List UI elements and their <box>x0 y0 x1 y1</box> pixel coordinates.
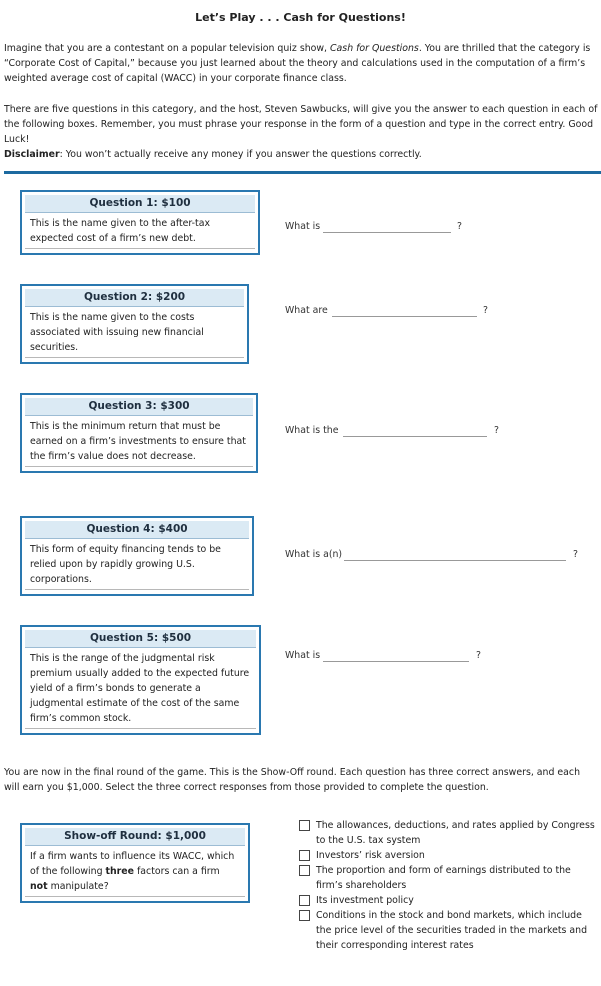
page-title: Let’s Play . . . Cash for Questions! <box>195 11 406 24</box>
question-text: This is the name given to the after-tax expected cost of a firm’s new debt. <box>25 213 255 249</box>
question-header: Question 1: $100 <box>25 195 255 213</box>
option-checkbox-4[interactable] <box>298 893 598 908</box>
answer-input-5[interactable] <box>323 661 469 662</box>
question-header: Question 5: $500 <box>25 630 256 648</box>
question-card-3 <box>20 393 258 473</box>
question-mark: ? <box>573 549 578 560</box>
question-card-2 <box>20 284 249 364</box>
section-divider <box>4 171 601 174</box>
answer-input-4[interactable] <box>344 560 566 561</box>
question-text: If a firm wants to influence its WACC, which of the following three factors can a firm not manipulate? <box>25 846 245 897</box>
question-text: This is the minimum return that must be earned on a firm’s investments to ensure that the firm’s value does not decrease. <box>25 416 253 467</box>
checkbox[interactable] <box>299 895 310 906</box>
answer-prompt: What is <box>285 650 321 661</box>
option-label: The proportion and form of earnings distributed to the firm’s shareholders <box>316 865 571 891</box>
answer-prompt: What is <box>285 221 321 232</box>
option-checkbox-1[interactable] <box>298 818 598 848</box>
option-checkbox-2[interactable] <box>298 848 598 863</box>
checkbox[interactable] <box>299 865 310 876</box>
option-label: The allowances, deductions, and rates applied by Congress to the U.S. tax system <box>316 820 595 846</box>
show-name: Cash for Questions <box>330 43 419 54</box>
checkbox[interactable] <box>299 820 310 831</box>
question-text: This form of equity financing tends to be relied upon by rapidly growing U.S. corporations. <box>25 539 249 590</box>
question-header: Question 4: $400 <box>25 521 249 539</box>
question-header: Question 3: $300 <box>25 398 253 416</box>
answer-input-2[interactable] <box>332 316 477 317</box>
disclaimer-label: Disclaimer <box>4 149 60 160</box>
question-card-5 <box>20 625 261 735</box>
option-label: Its investment policy <box>316 895 414 906</box>
option-label: Investors’ risk aversion <box>316 850 425 861</box>
question-header: Show-off Round: $1,000 <box>25 828 245 846</box>
answer-prompt: What are <box>285 305 328 316</box>
intro-paragraph: Imagine that you are a contestant on a popular television quiz show, Cash for Questions. You are thrilled that the category is “Corporate Cost of Capital,” because you just learned about the theory and calculations used in the computation of a firm’s weighted average cost of capital (WACC) in your corporate finance class. <box>4 43 591 84</box>
answer-input-3[interactable] <box>343 436 487 437</box>
disclaimer: Disclaimer: You won’t actually receive any money if you answer the questions correctly. <box>4 149 422 160</box>
question-mark: ? <box>483 305 488 316</box>
question-card-1 <box>20 190 260 255</box>
question-mark: ? <box>457 221 462 232</box>
final-round-intro: You are now in the final round of the game. This is the Show-Off round. Each question has three correct answers, and each will earn you $1,000. Select the three correct responses from those provided to complete the question. <box>4 767 581 793</box>
option-checkbox-3[interactable] <box>298 863 598 893</box>
answer-prompt: What is the <box>285 425 339 436</box>
option-label: Conditions in the stock and bond markets, which include the price level of the securities traded in the markets and their corresponding interest rates <box>316 910 588 951</box>
answer-prompt: What is a(n) <box>285 549 343 560</box>
question-mark: ? <box>476 650 481 661</box>
question-card-4 <box>20 516 254 596</box>
instructions-paragraph: There are five questions in this category, and the host, Steven Sawbucks, will give you the answer to each question in each of the following boxes. Remember, you must phrase your response in the form of a question and type in the correct entry. Good Luck! <box>4 104 598 145</box>
showoff-options <box>298 818 598 953</box>
showoff-question-card <box>20 823 250 903</box>
question-mark: ? <box>494 425 499 436</box>
question-text: This is the range of the judgmental risk premium usually added to the expected future yield of a firm’s bonds to generate a judgmental estimate of the cost of the same firm’s common stock. <box>25 648 256 729</box>
question-header: Question 2: $200 <box>25 289 244 307</box>
checkbox[interactable] <box>299 850 310 861</box>
checkbox[interactable] <box>299 910 310 921</box>
answer-input-1[interactable] <box>323 232 451 233</box>
option-checkbox-5[interactable] <box>298 908 598 953</box>
question-text: This is the name given to the costs associated with issuing new financial securities. <box>25 307 244 358</box>
